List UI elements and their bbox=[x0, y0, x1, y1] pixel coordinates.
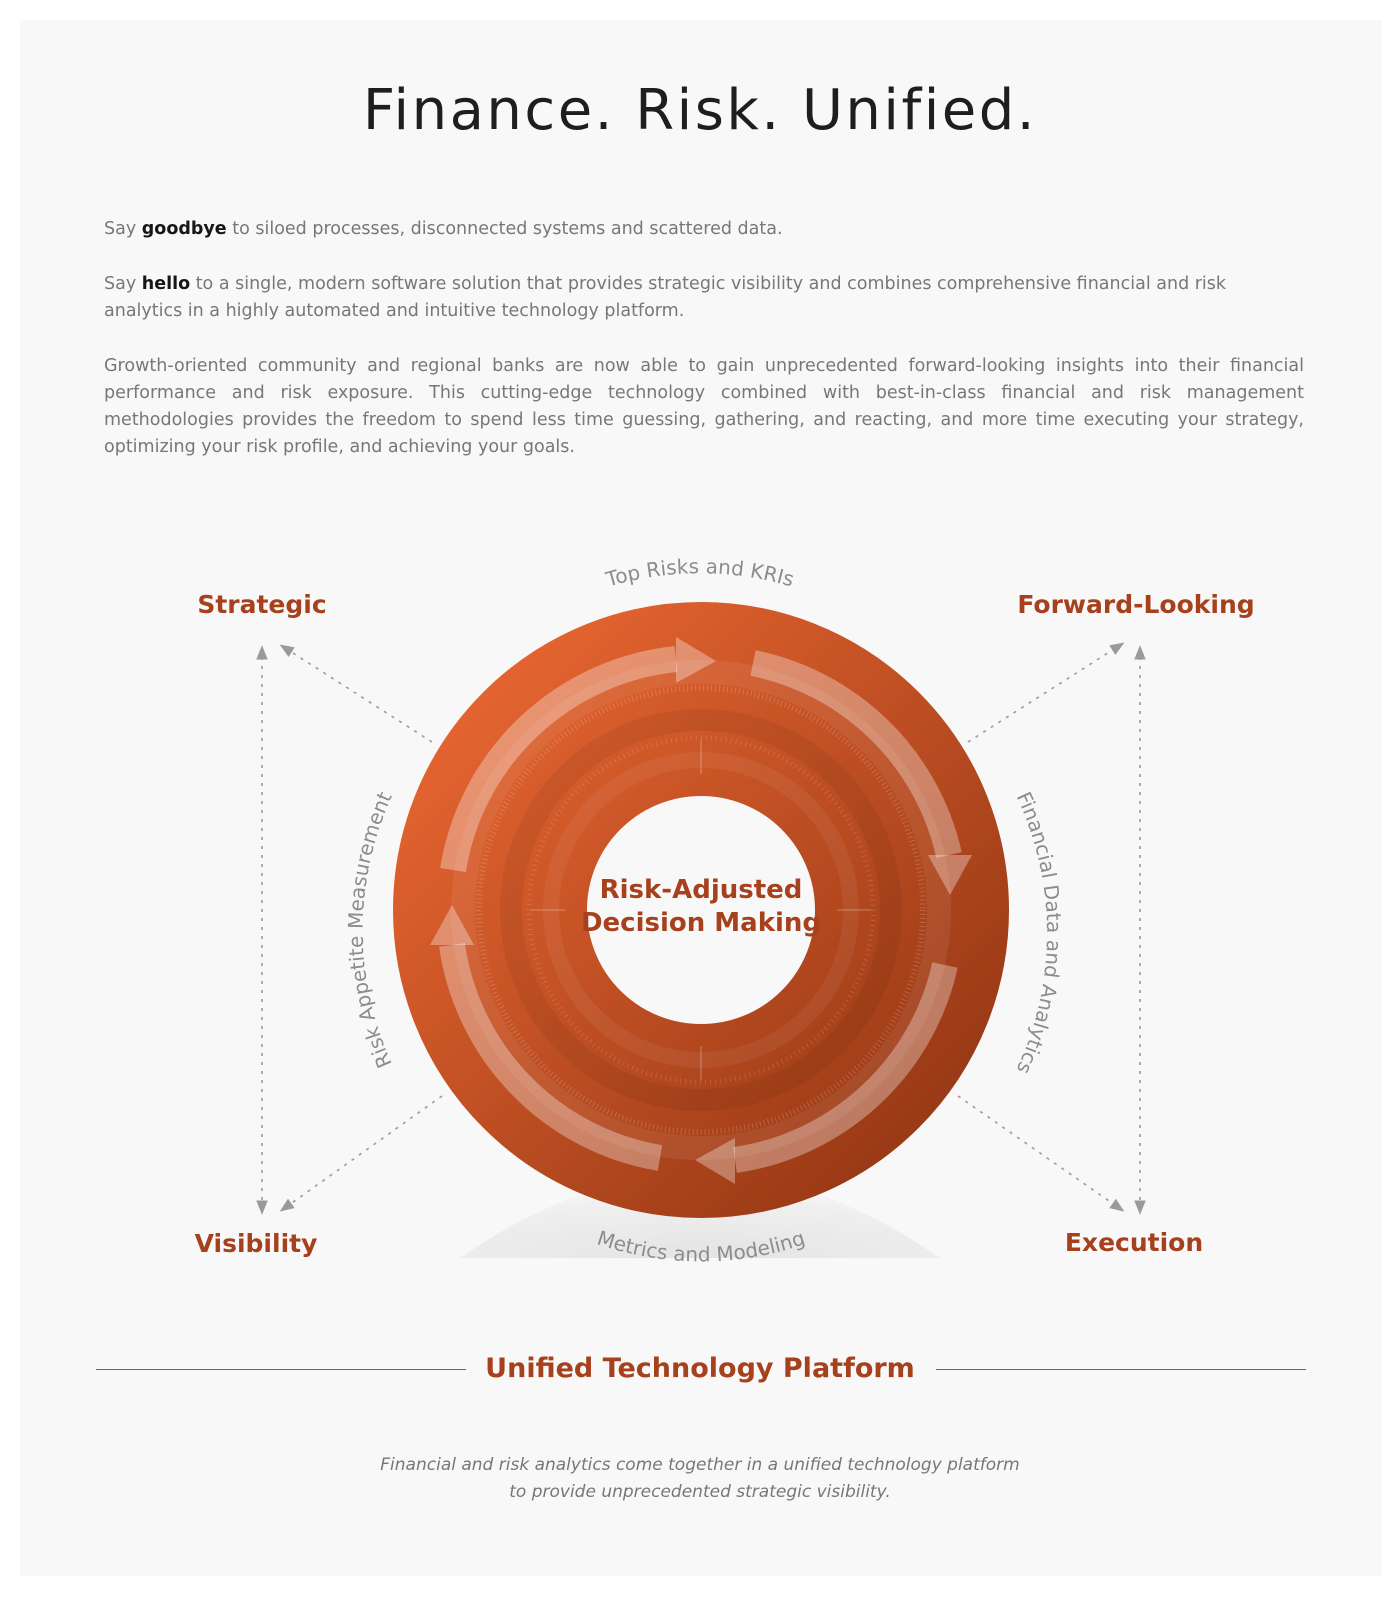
platform-rule-right bbox=[936, 1369, 1306, 1370]
caption bbox=[300, 1452, 1100, 1506]
caption-line2: to provide unprecedented strategic visibility. bbox=[509, 1482, 891, 1502]
arrow-to-execution bbox=[958, 1096, 1122, 1210]
arc-label-bottom: Metrics and Modeling bbox=[594, 1225, 808, 1267]
caption-line1: Financial and risk analytics come together in a unified technology platform bbox=[380, 1455, 1020, 1475]
arrow-to-visibility bbox=[282, 1096, 442, 1210]
arc-label-right: Financial Data and Analytics bbox=[1011, 788, 1067, 1078]
corner-label-visibility: Visibility bbox=[194, 1229, 318, 1258]
intro-paragraph-growth: Growth-oriented community and regional banks are now able to gain unprecedented forward-looking insights into their financial performance and risk exposure. This cutting-edge technology combined with best-in-class financial and risk management methodologies provides the freedom to spend less time guessing, gathering, and reacting, and more time executing your strategy, optimizing your risk profile, and achieving your goals. bbox=[104, 356, 1304, 457]
goodbye-rest: to siloed processes, disconnected systems and scattered data. bbox=[226, 219, 783, 239]
hello-emphasis: hello bbox=[141, 274, 191, 294]
platform-rule-left bbox=[96, 1369, 466, 1370]
corner-label-execution: Execution bbox=[1064, 1228, 1204, 1257]
arrow-to-forward-looking bbox=[968, 644, 1122, 742]
corner-label-strategic: Strategic bbox=[197, 590, 327, 619]
arc-label-left: Risk Appetite Measurement bbox=[343, 788, 397, 1072]
center-label-line2: Decision Making bbox=[580, 908, 822, 938]
page-title: Finance. Risk. Unified. bbox=[362, 78, 1038, 143]
arc-label-top: Top Risks and KRIs bbox=[603, 554, 797, 592]
platform-label: Unified Technology Platform bbox=[485, 1353, 915, 1384]
center-label-line1: Risk-Adjusted bbox=[599, 875, 803, 905]
hello-prefix: Say bbox=[104, 274, 142, 294]
goodbye-prefix: Say bbox=[104, 219, 142, 239]
goodbye-emphasis: goodbye bbox=[141, 219, 227, 239]
hello-rest: to a single, modern software solution that provides strategic visibility and combines comprehensive financial and risk analytics in a highly automated and intuitive technology platform. bbox=[104, 274, 1227, 321]
arrow-to-strategic bbox=[282, 646, 432, 742]
corner-label-forward-looking: Forward-Looking bbox=[1017, 590, 1255, 619]
